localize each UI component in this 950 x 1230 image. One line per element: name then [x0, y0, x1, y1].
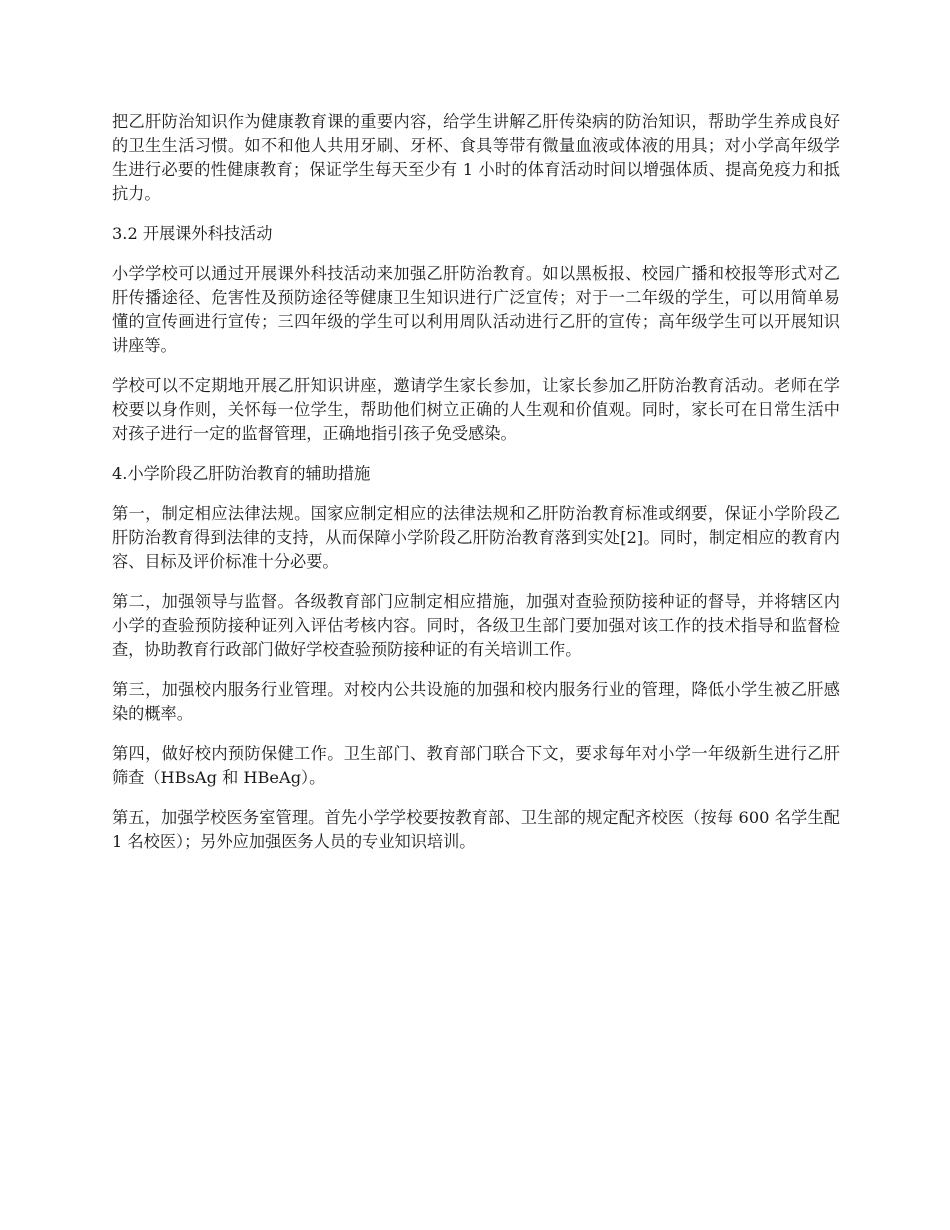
paragraph-health-education: 把乙肝防治知识作为健康教育课的重要内容，给学生讲解乙肝传染病的防治知识，帮助学生养成良好的卫生生活习惯。如不和他人共用牙刷、牙杯、食具等带有微量血液或体液的用具；对小学高年级学生进行必要的性健康教育；保证学生每天至少有 1 小时的体育活动时间以增强体质、提高免疫力和抵抗力。	[112, 112, 840, 203]
paragraph-measure-second: 第二，加强领导与监督。各级教育部门应制定相应措施，加强对查验预防接种证的督导，并将辖区内小学的查验预防接种证列入评估考核内容。同时，各级卫生部门要加强对该工作的技术指导和监督检查，协助教育行政部门做好学校查验预防接种证的有关培训工作。	[112, 592, 840, 659]
paragraph-knowledge-lectures: 学校可以不定期地开展乙肝知识讲座，邀请学生家长参加，让家长参加乙肝防治教育活动。老师在学校要以身作则，关怀每一位学生，帮助他们树立正确的人生观和价值观。同时，家长可在日常生活中对孩子进行一定的监督管理，正确地指引孩子免受感染。	[112, 376, 840, 443]
section-heading-4: 4.小学阶段乙肝防治教育的辅助措施	[112, 464, 371, 483]
paragraph-measure-first: 第一，制定相应法律法规。国家应制定相应的法律法规和乙肝防治教育标准或纲要，保证小学阶段乙肝防治教育得到法律的支持，从而保障小学阶段乙肝防治教育落到实处[2]。同时，制定相应的教育内容、目标及评价标准十分必要。	[112, 504, 840, 571]
paragraph-measure-third: 第三，加强校内服务行业管理。对校内公共设施的加强和校内服务行业的管理，降低小学生被乙肝感染的概率。	[112, 680, 840, 723]
paragraph-measure-fifth: 第五，加强学校医务室管理。首先小学学校要按教育部、卫生部的规定配齐校医（按每 600 名学生配 1 名校医）；另外应加强医务人员的专业知识培训。	[112, 808, 840, 851]
document-page	[112, 110, 840, 870]
paragraph-extracurricular-activities: 小学学校可以通过开展课外科技活动来加强乙肝防治教育。如以黑板报、校园广播和校报等形式对乙肝传播途径、危害性及预防途径等健康卫生知识进行广泛宣传；对于一二年级的学生，可以用简单易懂的宣传画进行宣传；三四年级的学生可以利用周队活动进行乙肝的宣传；高年级学生可以开展知识讲座等。	[112, 264, 840, 355]
section-heading-3-2: 3.2 开展课外科技活动	[112, 224, 273, 243]
paragraph-measure-fourth: 第四，做好校内预防保健工作。卫生部门、教育部门联合下文，要求每年对小学一年级新生进行乙肝筛查（HBsAg 和 HBeAg）。	[112, 744, 840, 787]
